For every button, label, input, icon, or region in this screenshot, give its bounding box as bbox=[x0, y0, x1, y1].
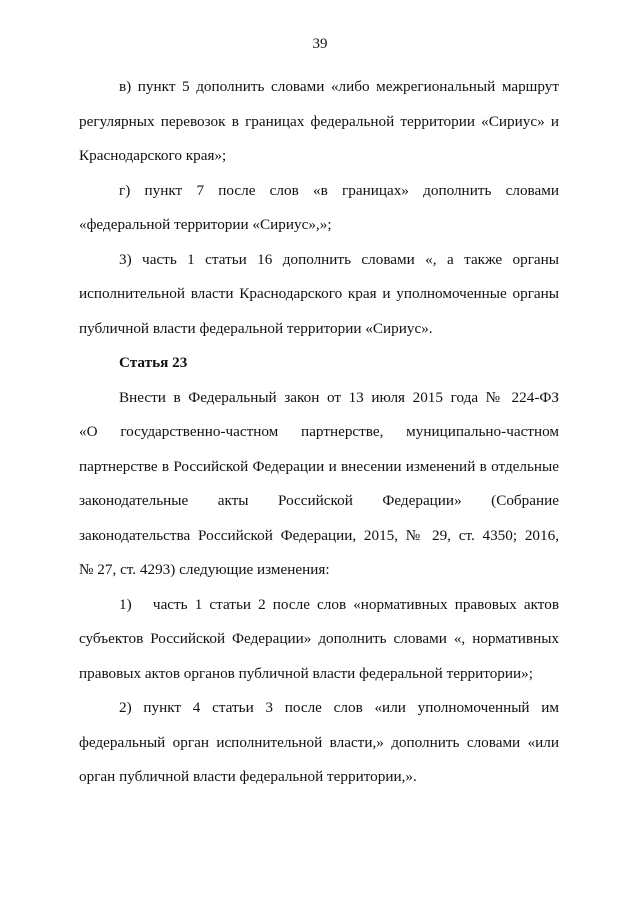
paragraph-item-v bbox=[79, 70, 559, 174]
page-number: 39 bbox=[312, 36, 328, 52]
article-heading: Статья 23 bbox=[119, 354, 188, 371]
text-line: «О государственно-частном партнерстве, муниципально-частном bbox=[79, 423, 559, 440]
text-line: законодательства Российской Федерации, 2015, № 29, ст. 4350; 2016, bbox=[79, 526, 559, 544]
text-line: исполнительной власти Краснодарского края и уполномоченные органы bbox=[79, 285, 559, 302]
article-item-1 bbox=[79, 588, 559, 692]
text-line: орган публичной власти федеральной территории,». bbox=[79, 768, 417, 785]
text-line: Внести в Федеральный закон от 13 июля 2015 года № 224-ФЗ bbox=[119, 388, 559, 406]
text-line: № 27, ст. 4293) следующие изменения: bbox=[79, 561, 330, 578]
text-line: Краснодарского края»; bbox=[79, 147, 227, 164]
text-line: партнерстве в Российской Федерации и внесении изменений в отдельные bbox=[79, 457, 559, 475]
text-line: в) пункт 5 дополнить словами «либо межрегиональный маршрут bbox=[119, 78, 559, 95]
text-line: законодательные акты Российской Федерации» (Собрание bbox=[79, 492, 559, 509]
article-item-2 bbox=[79, 691, 559, 795]
text-line: 1) часть 1 статьи 2 после слов «нормативных правовых актов bbox=[119, 595, 559, 613]
text-line: 3) часть 1 статьи 16 дополнить словами «, а также органы bbox=[119, 250, 559, 268]
text-line: 2) пункт 4 статьи 3 после слов «или уполномоченный им bbox=[119, 699, 559, 716]
text-line: «федеральной территории «Сириус»,»; bbox=[79, 216, 332, 233]
text-line: правовых актов органов публичной власти федеральной территории»; bbox=[79, 664, 533, 682]
text-line: г) пункт 7 после слов «в границах» дополнить словами bbox=[119, 181, 559, 199]
text-line: регулярных перевозок в границах федеральной территории «Сириус» и bbox=[79, 112, 559, 130]
article-intro-paragraph bbox=[79, 381, 559, 588]
text-line: субъектов Российской Федерации» дополнить словами «, нормативных bbox=[79, 630, 559, 647]
text-line: федеральный орган исполнительной власти,» дополнить словами «или bbox=[79, 733, 559, 751]
paragraph-item-3 bbox=[79, 243, 559, 347]
document-body bbox=[79, 70, 559, 795]
paragraph-item-g bbox=[79, 174, 559, 243]
text-line: публичной власти федеральной территории «Сириус». bbox=[79, 319, 433, 337]
